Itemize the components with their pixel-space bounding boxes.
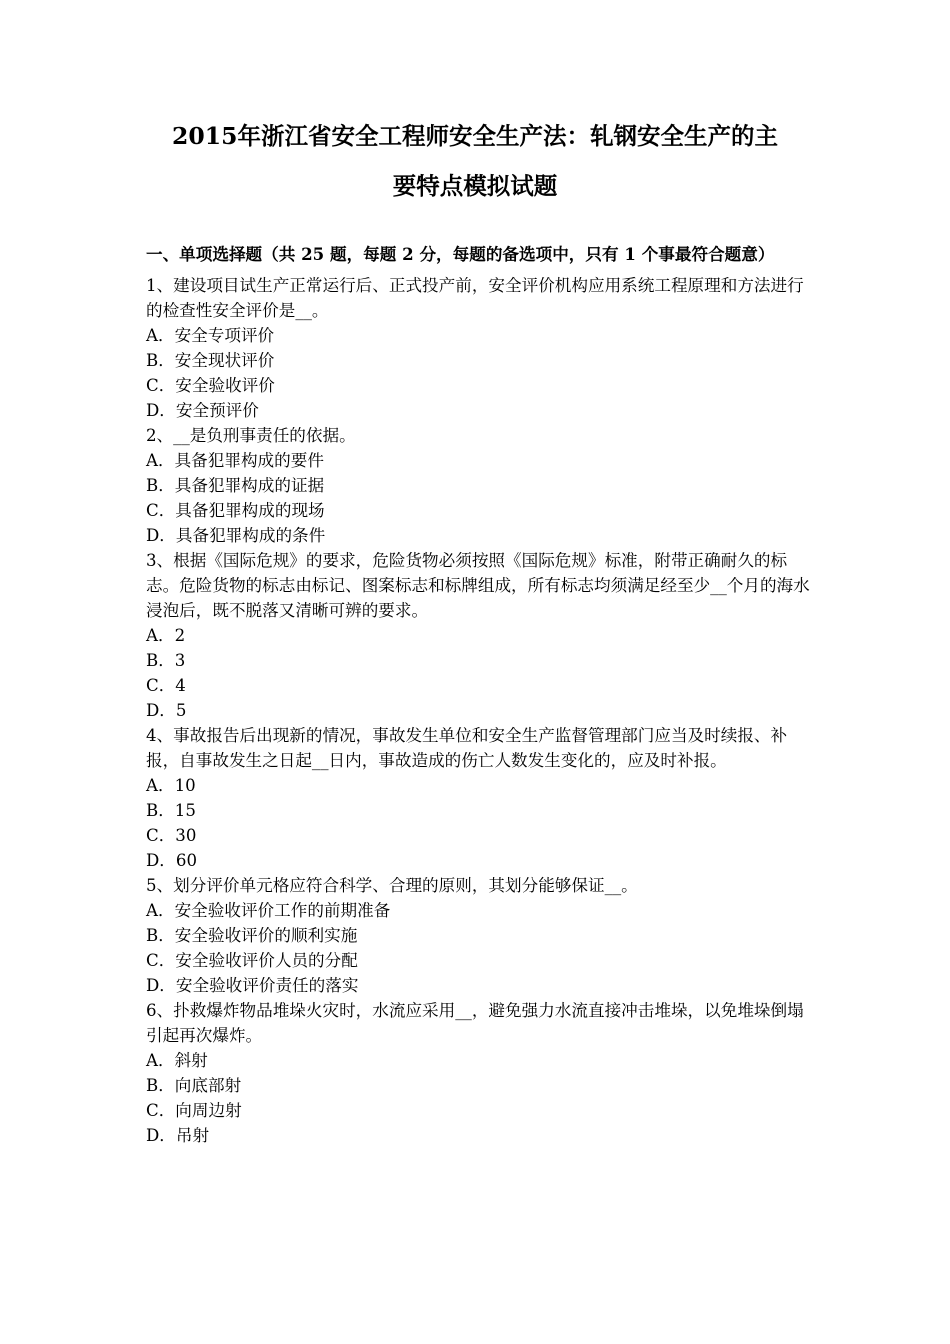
question-4-text: 4、事故报告后出现新的情况，事故发生单位和安全生产监督管理部门应当及时续报、补报，自事故发生之日起__日内，事故造成的伤亡人数发生变化的，应及时补报。 <box>146 725 788 770</box>
question-5-option-b: B．安全验收评价的顺利实施 <box>146 925 358 945</box>
question-1-option-d: D．安全预评价 <box>146 400 259 420</box>
question-6-option-a: A．斜射 <box>146 1050 208 1070</box>
section-header: 一、单项选择题（共 25 题，每题 2 分，每题的备选项中，只有 1 个事最符合题意） <box>146 244 775 264</box>
question-3-option-c: C．4 <box>146 675 186 695</box>
question-2 <box>146 423 814 548</box>
question-4-option-a: A．10 <box>146 775 196 795</box>
question-2-text: 2、__是负刑事责任的依据。 <box>146 425 356 445</box>
question-6-option-c: C．向周边射 <box>146 1100 242 1120</box>
question-4 <box>146 723 814 873</box>
question-2-option-a: A．具备犯罪构成的要件 <box>146 450 324 470</box>
question-1-option-a: A．安全专项评价 <box>146 325 275 345</box>
question-1 <box>146 273 814 423</box>
question-1-option-b: B．安全现状评价 <box>146 350 275 370</box>
question-6-option-b: B．向底部射 <box>146 1075 242 1095</box>
question-5-option-c: C．安全验收评价人员的分配 <box>146 950 358 970</box>
document-title-line-1: 2015年浙江省安全工程师安全生产法：轧钢安全生产的主 <box>172 122 778 150</box>
question-2-option-b: B．具备犯罪构成的证据 <box>146 475 325 495</box>
question-5-option-a: A．安全验收评价工作的前期准备 <box>146 900 391 920</box>
question-5 <box>146 873 814 998</box>
question-4-option-c: C．30 <box>146 825 197 845</box>
question-6-text: 6、扑救爆炸物品堆垛火灾时，水流应采用__，避免强力水流直接冲击堆垛，以免堆垛倒塌引起再次爆炸。 <box>146 1000 804 1045</box>
question-4-option-b: B．15 <box>146 800 196 820</box>
question-2-option-d: D．具备犯罪构成的条件 <box>146 525 326 545</box>
question-3-option-a: A．2 <box>146 625 186 645</box>
question-3-option-d: D．5 <box>146 700 187 720</box>
question-5-option-d: D．安全验收评价责任的落实 <box>146 975 359 995</box>
question-4-option-d: D．60 <box>146 850 198 870</box>
question-3 <box>146 548 814 723</box>
question-5-text: 5、划分评价单元格应符合科学、合理的原则，其划分能够保证__。 <box>146 875 638 895</box>
question-3-option-b: B．3 <box>146 650 186 670</box>
question-2-option-c: C．具备犯罪构成的现场 <box>146 500 325 520</box>
document-body <box>146 243 814 1148</box>
document-title-line-2: 要特点模拟试题 <box>392 172 558 200</box>
question-3-text: 3、根据《国际危规》的要求，危险货物必须按照《国际危规》标准，附带正确耐久的标志。危险货物的标志由标记、图案标志和标牌组成，所有标志均须满足经至少__个月的海水浸泡后，既不脱落又清晰可辨的要求。 <box>146 550 810 620</box>
question-6 <box>146 998 814 1148</box>
question-6-option-d: D．吊射 <box>146 1125 210 1145</box>
question-1-option-c: C．安全验收评价 <box>146 375 275 395</box>
question-1-text: 1、建设项目试生产正常运行后、正式投产前，安全评价机构应用系统工程原理和方法进行的检查性安全评价是__。 <box>146 275 804 320</box>
